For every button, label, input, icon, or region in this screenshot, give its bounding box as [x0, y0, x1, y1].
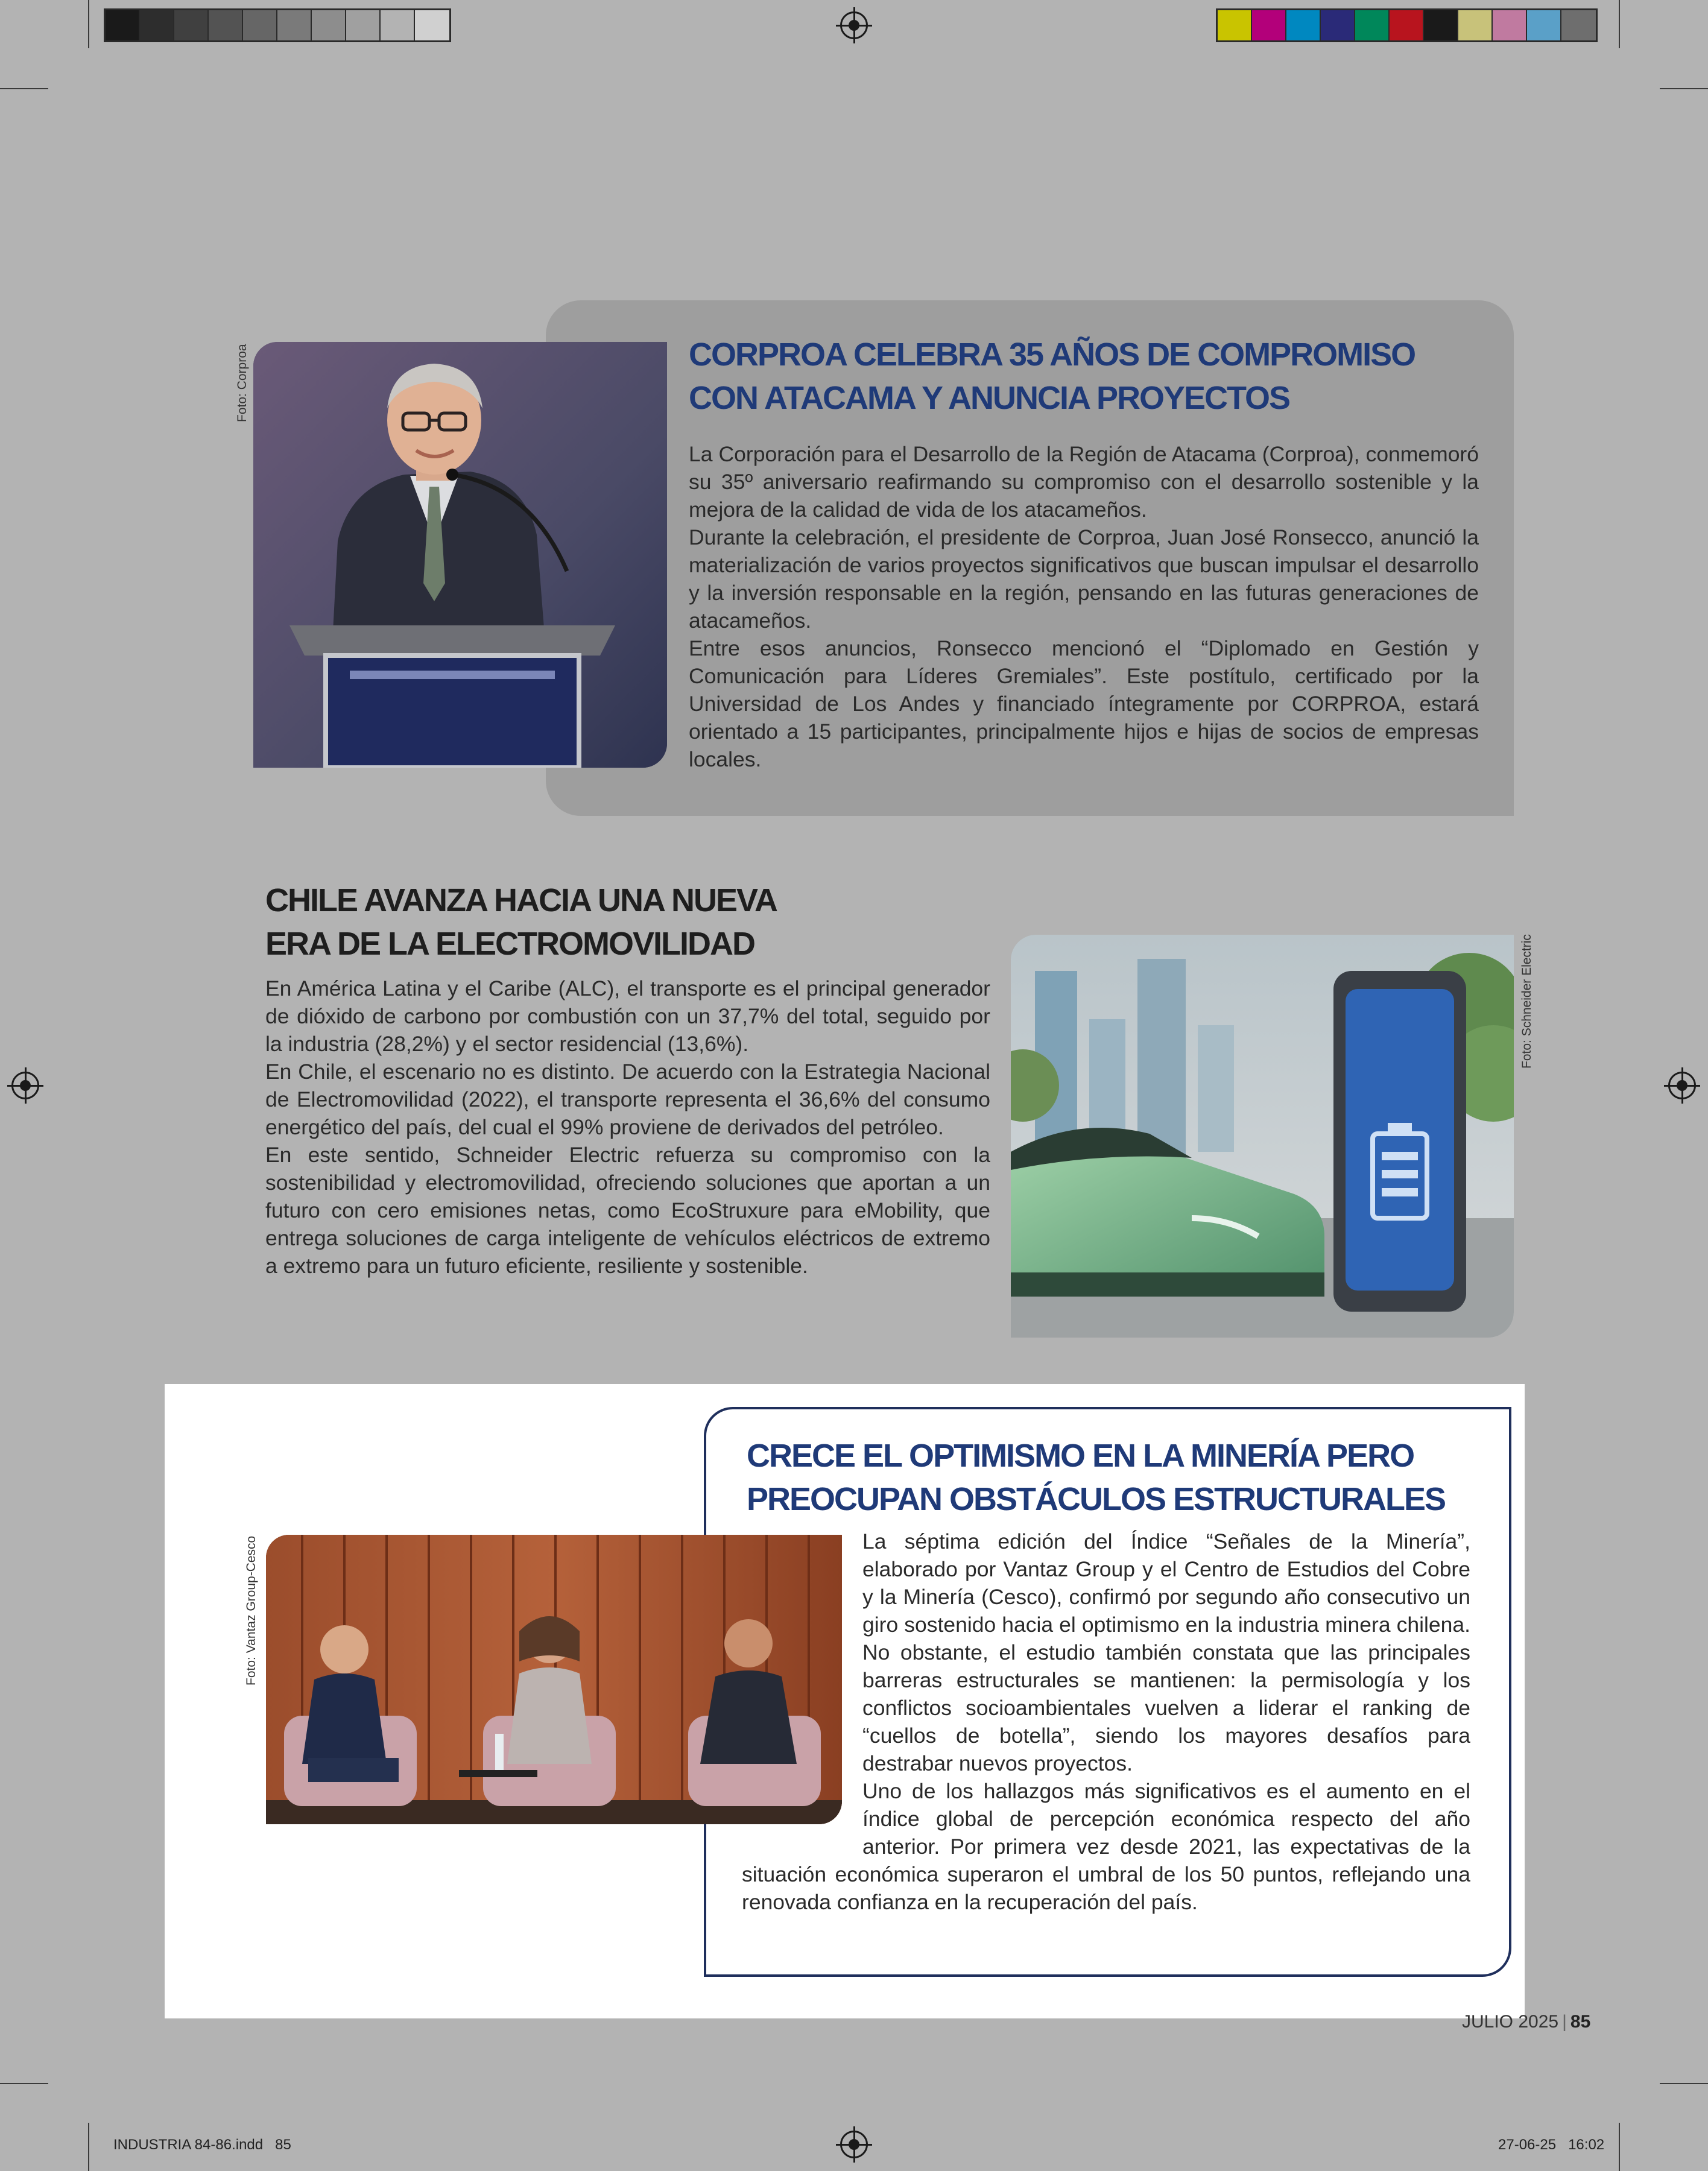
article2-photo-credit: Foto: Schneider Electric [1520, 934, 1534, 1069]
article1-title-line1: CORPROA CELEBRA 35 AÑOS DE COMPROMISO [689, 337, 1415, 373]
swatch [1321, 10, 1355, 40]
article3-title-line1: CRECE EL OPTIMISMO EN LA MINERÍA PERO [747, 1438, 1414, 1474]
article1-body [689, 440, 1479, 773]
swatch [277, 10, 312, 40]
text-wrap-spacer [742, 1528, 862, 1835]
swatch [209, 10, 243, 40]
swatch [106, 10, 140, 40]
registration-mark-icon [11, 1072, 39, 1099]
article2-paragraph: En este sentido, Schneider Electric refuerza su compromiso con la sostenibilidad y electromovilidad, ofreciendo soluciones que aportan a un futuro con cero emisiones netas, como EcoStruxure para eMobility, que entrega soluciones de carga inteligente de vehículos eléctricos de extremo a extremo para un futuro eficiente, resiliente y sostenible. [265, 1143, 990, 1278]
swatch [1218, 10, 1252, 40]
swatch [1424, 10, 1458, 40]
swatch [312, 10, 346, 40]
article2-body [265, 975, 990, 1280]
gray-swatch-bar [104, 8, 451, 42]
swatch [1458, 10, 1493, 40]
page-number: 85 [1570, 2012, 1591, 2032]
crop-mark [1660, 2083, 1708, 2084]
crop-mark [88, 2123, 89, 2171]
swatch [1527, 10, 1561, 40]
color-swatch-bar [1216, 8, 1598, 42]
crop-mark [0, 2083, 48, 2084]
article1-title [689, 333, 1497, 420]
swatch [174, 10, 209, 40]
crop-mark [88, 0, 89, 48]
issue-label: JULIO 2025 [1462, 2012, 1559, 2032]
swatch [1252, 10, 1286, 40]
article1-paragraph: La Corporación para el Desarrollo de la Región de Atacama (Corproa), conmemoró su 35º aniversario reafirmando su compromiso con el desarrollo sostenible y la mejora de la calidad de vida de los atacameños. [689, 442, 1479, 522]
article2-title-line1: CHILE AVANZA HACIA UNA NUEVA [265, 882, 777, 918]
slug-file-name: INDUSTRIA 84-86.indd 85 [113, 2137, 291, 2153]
article2-paragraph: En América Latina y el Caribe (ALC), el transporte es el principal generador de dióxido de carbono por combustión con un 37,7% del total, seguido por la industria (28,2%) y el sector residencial (13,6%). [265, 976, 990, 1056]
crop-mark [0, 88, 48, 89]
article2-paragraph: En Chile, el escenario no es distinto. De acuerdo con la Estrategia Nacional de Electromovilidad (2022), el transporte representa el 36,6% del consumo energético del país, del cual el 99% proviene de derivados del petróleo. [265, 1060, 990, 1139]
swatch [381, 10, 415, 40]
article1-photo [253, 342, 667, 768]
article3-photo-credit: Foto: Vantaz Group-Cesco [244, 1535, 258, 1686]
folio-separator: | [1562, 2012, 1567, 2032]
swatch [1493, 10, 1527, 40]
article1-paragraph: Durante la celebración, el presidente de Corproa, Juan José Ronsecco, anunció la materialización de varios proyectos significativos que buscan impulsar el desarrollo y la inversión responsable en la región, pensando en las futuras generaciones de atacameños. [689, 525, 1479, 633]
swatch [415, 10, 449, 40]
article1-title-line2: CON ATACAMA Y ANUNCIA PROYECTOS [689, 380, 1290, 416]
ev-charging-station-illustration [1011, 935, 1514, 1338]
page-folio [1462, 2012, 1590, 2032]
article2-photo [1011, 935, 1514, 1338]
slug-date: 27-06-25 16:02 [1498, 2137, 1605, 2153]
registration-mark-icon [840, 11, 868, 39]
crop-mark [1619, 0, 1620, 48]
article2-title [265, 879, 989, 965]
article3-paragraph: Uno de los hallazgos más significativos es el aumento en el índice global de percepción económica respecto del año anterior. Por primera vez desde 2021, las expectativas de la situación económica superaron el umbral de los 50 puntos, reflejando una renovada confianza en la recuperación del país. [742, 1779, 1470, 1914]
crop-mark [1660, 88, 1708, 89]
crop-mark [1619, 2123, 1620, 2171]
swatch [243, 10, 277, 40]
speaker-at-podium-illustration [253, 342, 667, 768]
swatch [346, 10, 381, 40]
registration-mark-icon [1668, 1072, 1696, 1099]
article3-title [747, 1434, 1507, 1521]
article3-paragraph: La séptima edición del Índice “Señales de la Minería”, elaborado por Vantaz Group y el Centro de Estudios del Cobre y la Minería (Cesco), confirmó por segundo año consecutivo un giro sostenido hacia el optimismo en la industria minera chilena. No obstante, el estudio también constata que las principales barreras estructurales se mantienen: la permisología y los conflictos socioambientales vuelven a liderar el ranking de “cuellos de botella”, siendo los mayores desafíos para destrabar nuevos proyectos. [862, 1529, 1470, 1775]
swatch [1286, 10, 1321, 40]
article2-title-line2: ERA DE LA ELECTROMOVILIDAD [265, 926, 754, 962]
article3-body [742, 1528, 1470, 1916]
swatch [1355, 10, 1390, 40]
article1-paragraph: Entre esos anuncios, Ronsecco mencionó el “Diplomado en Gestión y Comunicación para Líderes Gremiales”. Este postítulo, certificado por la Universidad de Los Andes y financiado íntegramente por CORPROA, estará orientado a 15 participantes, principalmente hijos e hijas de socios de empresas locales. [689, 636, 1479, 771]
article3-title-line2: PREOCUPAN OBSTÁCULOS ESTRUCTURALES [747, 1481, 1446, 1517]
swatch [140, 10, 174, 40]
swatch [1390, 10, 1424, 40]
registration-mark-icon [840, 2131, 868, 2158]
swatch [1561, 10, 1596, 40]
article1-photo-credit: Foto: Corproa [235, 344, 249, 422]
